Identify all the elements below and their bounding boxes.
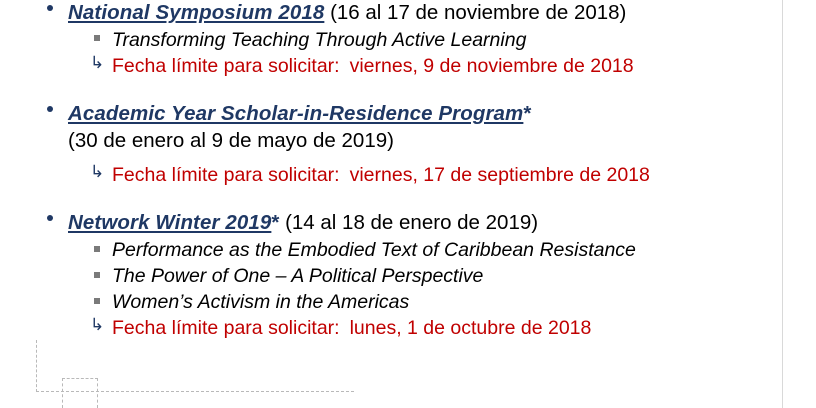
session-title: Transforming Teaching Through Active Learning bbox=[112, 28, 527, 51]
spacer bbox=[68, 154, 780, 162]
program-title[interactable]: Academic Year Scholar-in-Residence Program bbox=[68, 101, 524, 125]
session-item bbox=[68, 289, 780, 315]
session-item bbox=[68, 237, 780, 263]
deadline-value: viernes, 17 de septiembre de 2018 bbox=[349, 164, 650, 187]
bullet-square-icon bbox=[94, 35, 100, 41]
hook-arrow-icon: ↳ bbox=[90, 52, 105, 73]
program-headline bbox=[68, 101, 780, 128]
session-list bbox=[68, 27, 780, 53]
session-title: The Power of One – A Political Perspective bbox=[112, 265, 484, 288]
session-item bbox=[68, 263, 780, 289]
program-headline bbox=[68, 210, 780, 237]
session-list bbox=[68, 237, 780, 315]
bullet-dot-icon bbox=[47, 106, 53, 112]
bullet-square-icon bbox=[94, 298, 100, 304]
deadline-value: viernes, 9 de noviembre de 2018 bbox=[349, 54, 634, 77]
hook-arrow-icon: ↳ bbox=[90, 162, 105, 183]
program-title-asterisk: * bbox=[523, 101, 532, 125]
program-title[interactable]: National Symposium 2018 bbox=[68, 1, 325, 24]
program-title[interactable]: Network Winter 2019 bbox=[68, 211, 272, 235]
spacer bbox=[0, 79, 780, 101]
program-subtitle: (30 de enero al 9 de mayo de 2019) bbox=[68, 128, 394, 152]
placeholder-outline-small bbox=[62, 378, 98, 408]
bullet-dot-icon bbox=[47, 215, 53, 221]
program-headline bbox=[68, 0, 780, 27]
spacer bbox=[0, 188, 780, 210]
deadline-row bbox=[68, 53, 780, 79]
bullet-dot-icon bbox=[47, 5, 53, 11]
program-dates: (14 al 18 de enero de 2019) bbox=[285, 211, 539, 235]
deadline-label: Fecha límite para solicitar: bbox=[112, 317, 340, 340]
deadline-value: lunes, 1 de octubre de 2018 bbox=[349, 317, 592, 340]
list-item bbox=[0, 101, 780, 188]
hook-arrow-icon: ↳ bbox=[90, 315, 105, 336]
session-item bbox=[68, 27, 780, 53]
program-title-asterisk: * bbox=[271, 211, 280, 235]
bullet-square-icon bbox=[94, 246, 100, 252]
deadline-label: Fecha límite para solicitar: bbox=[112, 164, 340, 187]
deadline-row bbox=[68, 162, 780, 188]
list-item bbox=[0, 0, 780, 79]
program-dates: (16 al 17 de noviembre de 2018) bbox=[330, 1, 627, 24]
list-item bbox=[0, 210, 780, 341]
deadline-label: Fecha límite para solicitar: bbox=[112, 54, 340, 77]
bullet-square-icon bbox=[94, 272, 100, 278]
deadline-row bbox=[68, 315, 780, 341]
session-title: Performance as the Embodied Text of Caribbean Resistance bbox=[112, 238, 636, 261]
session-title: Women’s Activism in the Americas bbox=[112, 291, 410, 314]
slide-right-margin bbox=[782, 0, 816, 408]
